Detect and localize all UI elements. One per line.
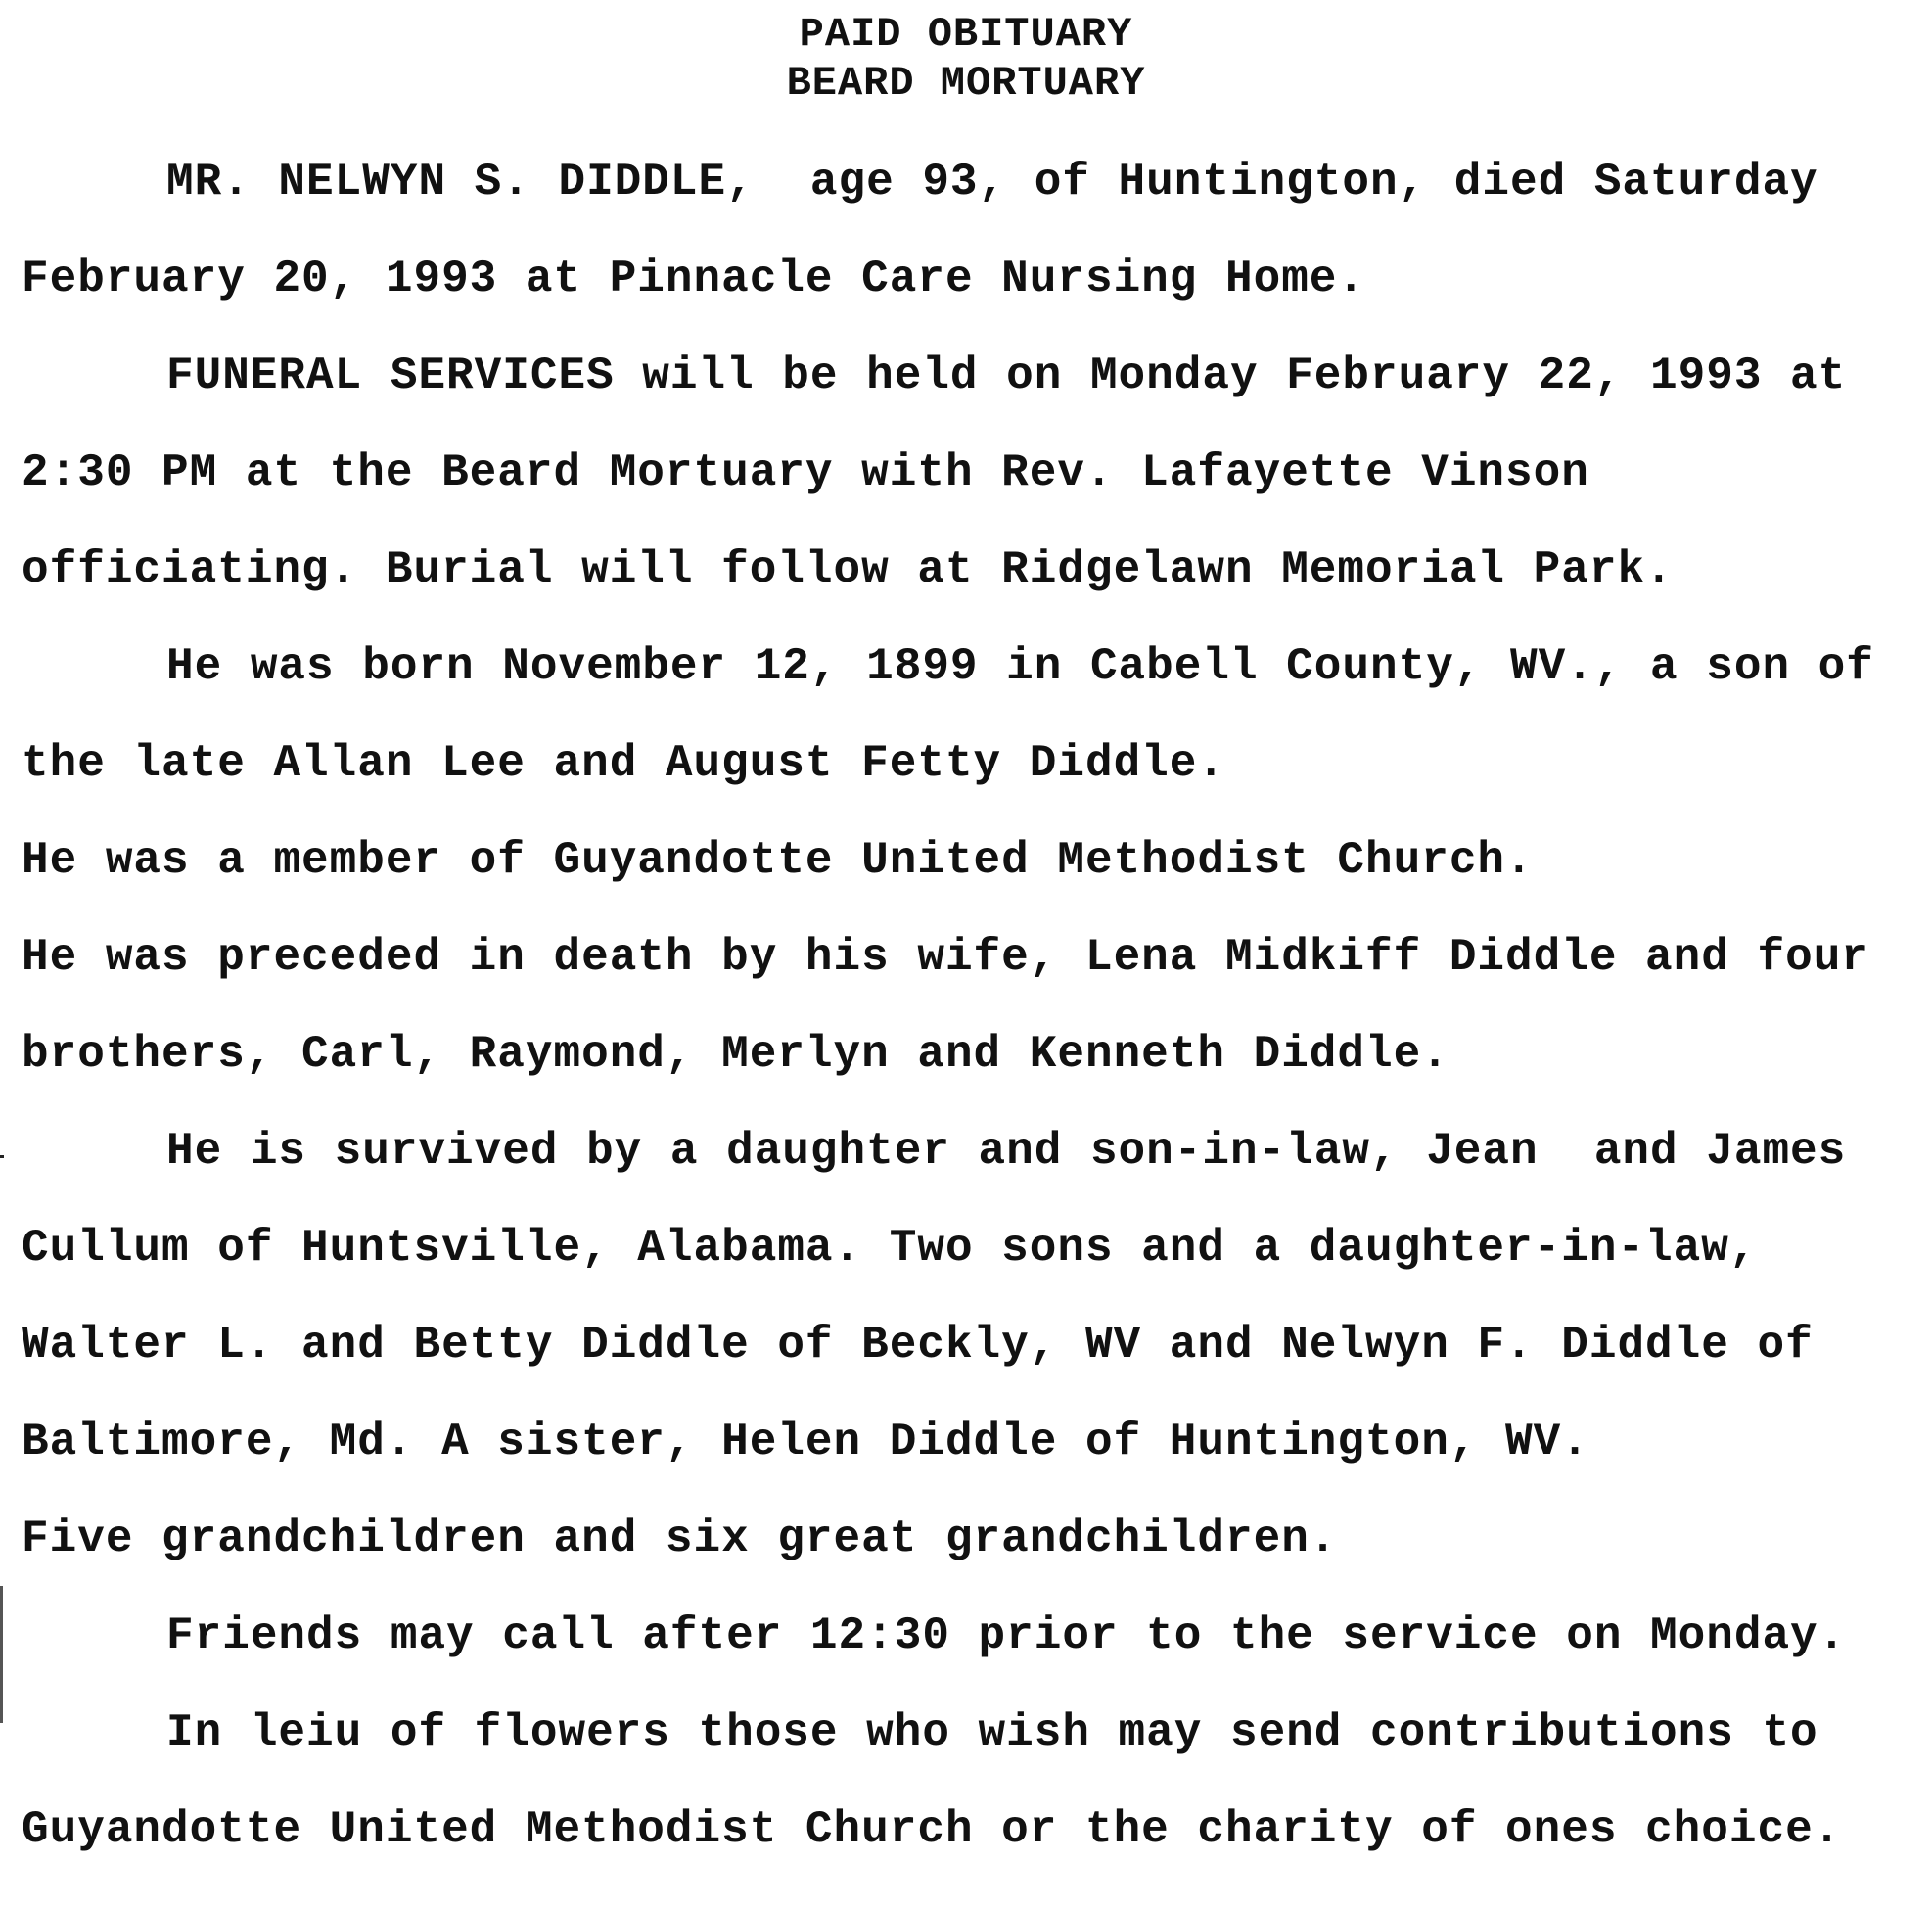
paragraph-line: Five grandchildren and six great grandchildren.	[22, 1513, 1338, 1564]
paragraph-line: In leiu of flowers those who wish may send contributions to	[166, 1707, 1818, 1758]
paragraph-line: Baltimore, Md. A sister, Helen Diddle of Huntington, WV.	[22, 1417, 1589, 1467]
paragraph-line: He was preceded in death by his wife, Lena Midkiff Diddle and four	[22, 932, 1869, 983]
scan-edge-mark	[0, 1586, 3, 1723]
scan-edge-mark	[0, 1155, 4, 1158]
paragraph-line: MR. NELWYN S. DIDDLE, age 93, of Huntington, died Saturday	[166, 157, 1818, 208]
paragraph-line: He is survived by a daughter and son-in-law, Jean and James	[166, 1126, 1847, 1177]
paragraph-line: February 20, 1993 at Pinnacle Care Nursing Home.	[22, 254, 1366, 304]
paragraph-line: the late Allan Lee and August Fetty Diddle.	[22, 738, 1225, 789]
paragraph-line: Walter L. and Betty Diddle of Beckly, WV and Nelwyn F. Diddle of	[22, 1320, 1814, 1371]
paragraph-line: officiating. Burial will follow at Ridgelawn Memorial Park.	[22, 544, 1674, 595]
page-subtitle: BEARD MORTUARY	[786, 60, 1146, 107]
paragraph-line: Friends may call after 12:30 prior to the service on Monday.	[166, 1610, 1847, 1661]
paragraph-line: Cullum of Huntsville, Alabama. Two sons and a daughter-in-law,	[22, 1223, 1758, 1274]
paragraph-line: brothers, Carl, Raymond, Merlyn and Kenneth Diddle.	[22, 1029, 1449, 1080]
paragraph-line: FUNERAL SERVICES will be held on Monday February 22, 1993 at	[166, 350, 1847, 401]
paragraph-line: He was a member of Guyandotte United Methodist Church.	[22, 835, 1534, 886]
paragraph-line: Guyandotte United Methodist Church or the charity of ones choice.	[22, 1804, 1842, 1855]
page-title: PAID OBITUARY	[799, 11, 1133, 58]
paragraph-line: He was born November 12, 1899 in Cabell County, WV., a son of	[166, 641, 1874, 692]
paragraph-line: 2:30 PM at the Beard Mortuary with Rev. Lafayette Vinson	[22, 447, 1589, 498]
